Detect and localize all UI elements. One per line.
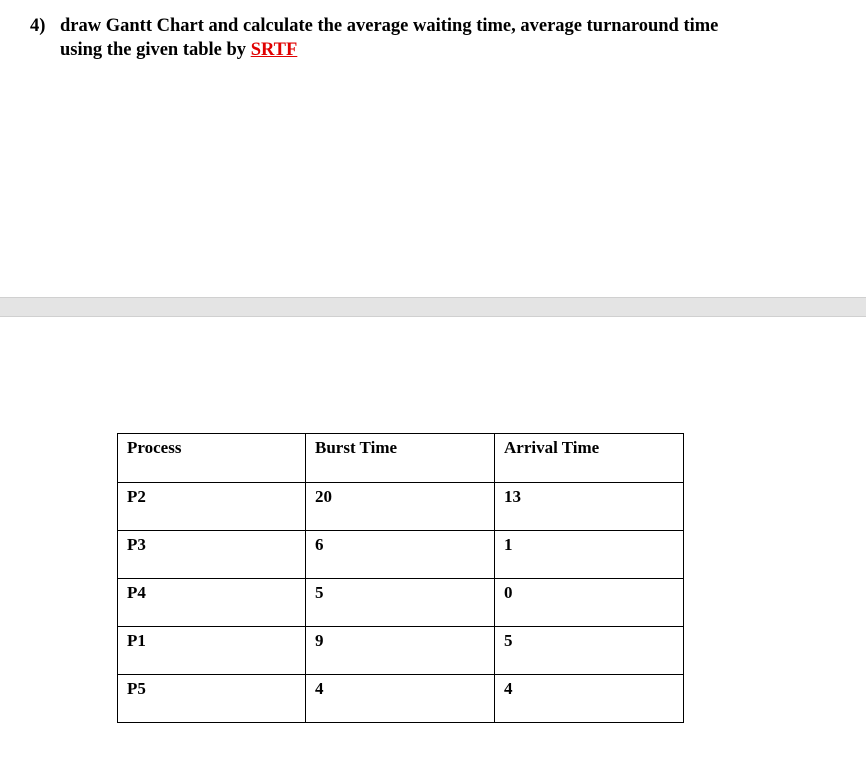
cell-arrival-time: 1 [495,531,684,579]
cell-burst-time: 6 [306,531,495,579]
question-number: 4) [30,16,46,36]
table-row [118,579,684,627]
table-row [118,675,684,723]
question-line-1 [30,14,850,38]
page-break-divider [0,297,866,317]
question-line-1-text: draw Gantt Chart and calculate the average waiting time, average turnaround time [60,16,719,36]
cell-burst-time: 5 [306,579,495,627]
question-line-2-text: using the given table by [60,40,251,60]
table-header-row [118,434,684,483]
header-burst-time: Burst Time [306,434,495,483]
table-row [118,483,684,531]
cell-process: P4 [118,579,306,627]
table-row [118,627,684,675]
question-text [30,14,850,62]
cell-process: P5 [118,675,306,723]
cell-arrival-time: 4 [495,675,684,723]
cell-arrival-time: 5 [495,627,684,675]
cell-arrival-time: 0 [495,579,684,627]
header-process: Process [118,434,306,483]
cell-burst-time: 20 [306,483,495,531]
cell-process: P2 [118,483,306,531]
cell-burst-time: 4 [306,675,495,723]
cell-arrival-time: 13 [495,483,684,531]
cell-burst-time: 9 [306,627,495,675]
table-row [118,531,684,579]
question-line-2 [30,38,850,62]
scheduling-method: SRTF [250,40,298,60]
cell-process: P3 [118,531,306,579]
header-arrival-time: Arrival Time [495,434,684,483]
cell-process: P1 [118,627,306,675]
process-table [117,433,684,723]
